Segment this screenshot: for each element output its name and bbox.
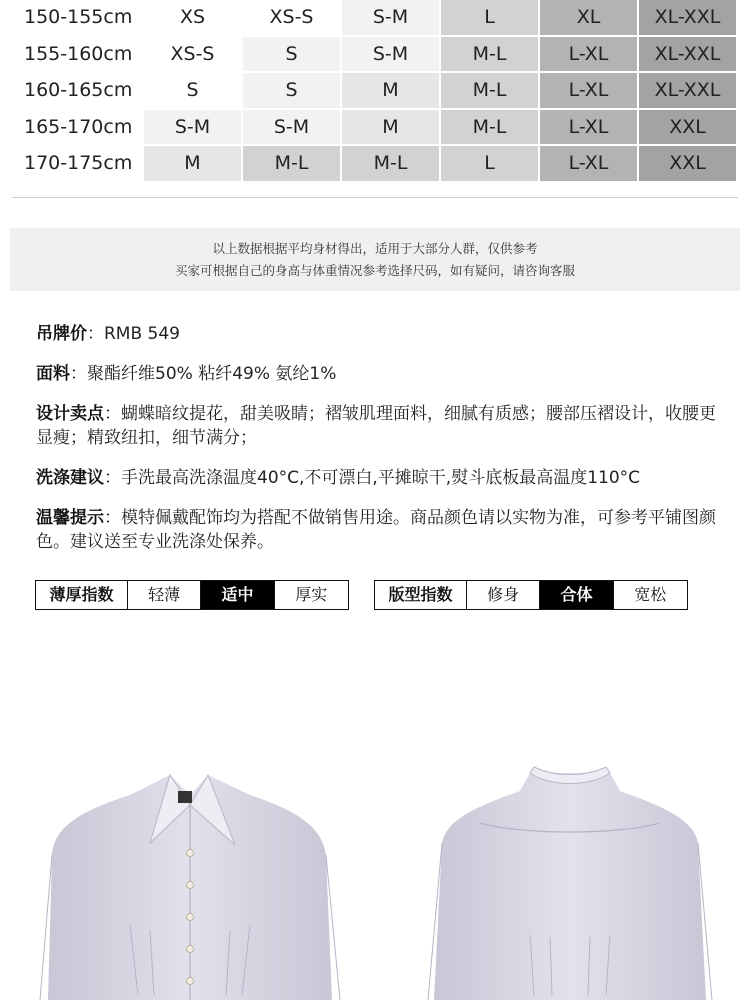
button <box>187 882 194 889</box>
fit-index-label: 版型指数 <box>375 581 467 609</box>
size-cell: M <box>342 73 439 108</box>
size-cell: M-L <box>441 37 538 72</box>
button <box>187 946 194 953</box>
shirt-back-photo <box>420 765 720 1000</box>
size-cell: XL-XXL <box>639 37 736 72</box>
size-table-row <box>14 37 736 72</box>
size-table-row <box>14 110 736 145</box>
shirt-back-body <box>434 773 706 1000</box>
size-table <box>12 0 738 183</box>
height-range: 150-155cm <box>14 0 142 35</box>
spec-value: ：聚酯纤维50% 粘纤49% 氨纶1% <box>70 364 337 384</box>
button <box>187 978 194 985</box>
size-cell: XXL <box>639 146 736 181</box>
height-range: 165-170cm <box>14 110 142 145</box>
spec-value: ：手洗最高洗涤温度40°C,不可漂白,平摊晾干,熨斗底板最高温度110°C <box>104 468 641 488</box>
size-cell: L-XL <box>540 73 637 108</box>
size-cell: L-XL <box>540 146 637 181</box>
size-cell: M-L <box>441 73 538 108</box>
brand-label <box>178 791 192 803</box>
size-cell: L-XL <box>540 110 637 145</box>
thickness-index <box>35 580 349 610</box>
spec-value: ：RMB 549 <box>87 324 180 344</box>
spec-key: 吊牌价 <box>36 324 87 344</box>
button <box>187 850 194 857</box>
size-cell: S-M <box>243 110 340 145</box>
size-cell: S-M <box>342 0 439 35</box>
spec-value: ：蝴蝶暗纹提花，甜美吸睛；褶皱肌理面料，细腻有质感；腰部压褶设计，收腰更显瘦；精致纽扣，细节满分； <box>36 404 716 448</box>
size-cell: XS-S <box>243 0 340 35</box>
table-divider <box>12 197 738 198</box>
size-cell: S-M <box>144 110 241 145</box>
size-table-row <box>14 73 736 108</box>
size-cell: L <box>441 146 538 181</box>
size-cell: S <box>243 73 340 108</box>
size-cell: M <box>342 110 439 145</box>
size-cell: M-L <box>342 146 439 181</box>
size-cell: XXL <box>639 110 736 145</box>
height-range: 170-175cm <box>14 146 142 181</box>
size-cell: L <box>441 0 538 35</box>
fit-option-slim: 修身 <box>467 581 540 609</box>
size-cell: XL-XXL <box>639 73 736 108</box>
size-note-line-2: 买家可根据自己的身高与体重情况参考选择尺码，如有疑问，请咨询客服 <box>174 262 575 278</box>
size-cell: S <box>243 37 340 72</box>
size-cell: XS-S <box>144 37 241 72</box>
button <box>187 914 194 921</box>
spec-wash <box>36 466 716 490</box>
spec-fabric <box>36 362 716 386</box>
size-cell: M-L <box>441 110 538 145</box>
spec-key: 面料 <box>36 364 70 384</box>
size-cell: XL-XXL <box>639 0 736 35</box>
spec-price <box>36 322 716 346</box>
size-cell: M <box>144 146 241 181</box>
spec-tip <box>36 506 716 554</box>
spec-key: 洗涤建议 <box>36 468 104 488</box>
height-range: 160-165cm <box>14 73 142 108</box>
product-specs <box>36 322 716 570</box>
size-note-line-1: 以上数据根据平均身材得出，适用于大部分人群，仅供参考 <box>212 240 538 256</box>
spec-key: 设计卖点 <box>36 404 104 424</box>
spec-design <box>36 402 716 450</box>
size-table-row <box>14 146 736 181</box>
fit-option-regular: 合体 <box>540 581 613 609</box>
height-range: 155-160cm <box>14 37 142 72</box>
size-cell: L-XL <box>540 37 637 72</box>
size-cell: S-M <box>342 37 439 72</box>
thickness-option-medium: 适中 <box>201 581 274 609</box>
fit-option-loose: 宽松 <box>634 585 667 604</box>
size-cell: S <box>144 73 241 108</box>
size-cell: XL <box>540 0 637 35</box>
thickness-option-light: 轻薄 <box>128 581 201 609</box>
spec-key: 温馨提示 <box>36 508 104 528</box>
thickness-index-label: 薄厚指数 <box>36 581 128 609</box>
size-cell: M-L <box>243 146 340 181</box>
spec-value: ：模特佩戴配饰均为搭配不做销售用途。商品颜色请以实物为准，可参考平铺图颜色。建议送至专业洗涤处保养。 <box>36 508 716 552</box>
shirt-front-photo <box>30 765 350 1000</box>
thickness-option-thick: 厚实 <box>295 585 328 604</box>
fit-index <box>374 580 688 610</box>
size-note <box>10 228 740 291</box>
size-cell: XS <box>144 0 241 35</box>
size-table-row <box>14 0 736 35</box>
